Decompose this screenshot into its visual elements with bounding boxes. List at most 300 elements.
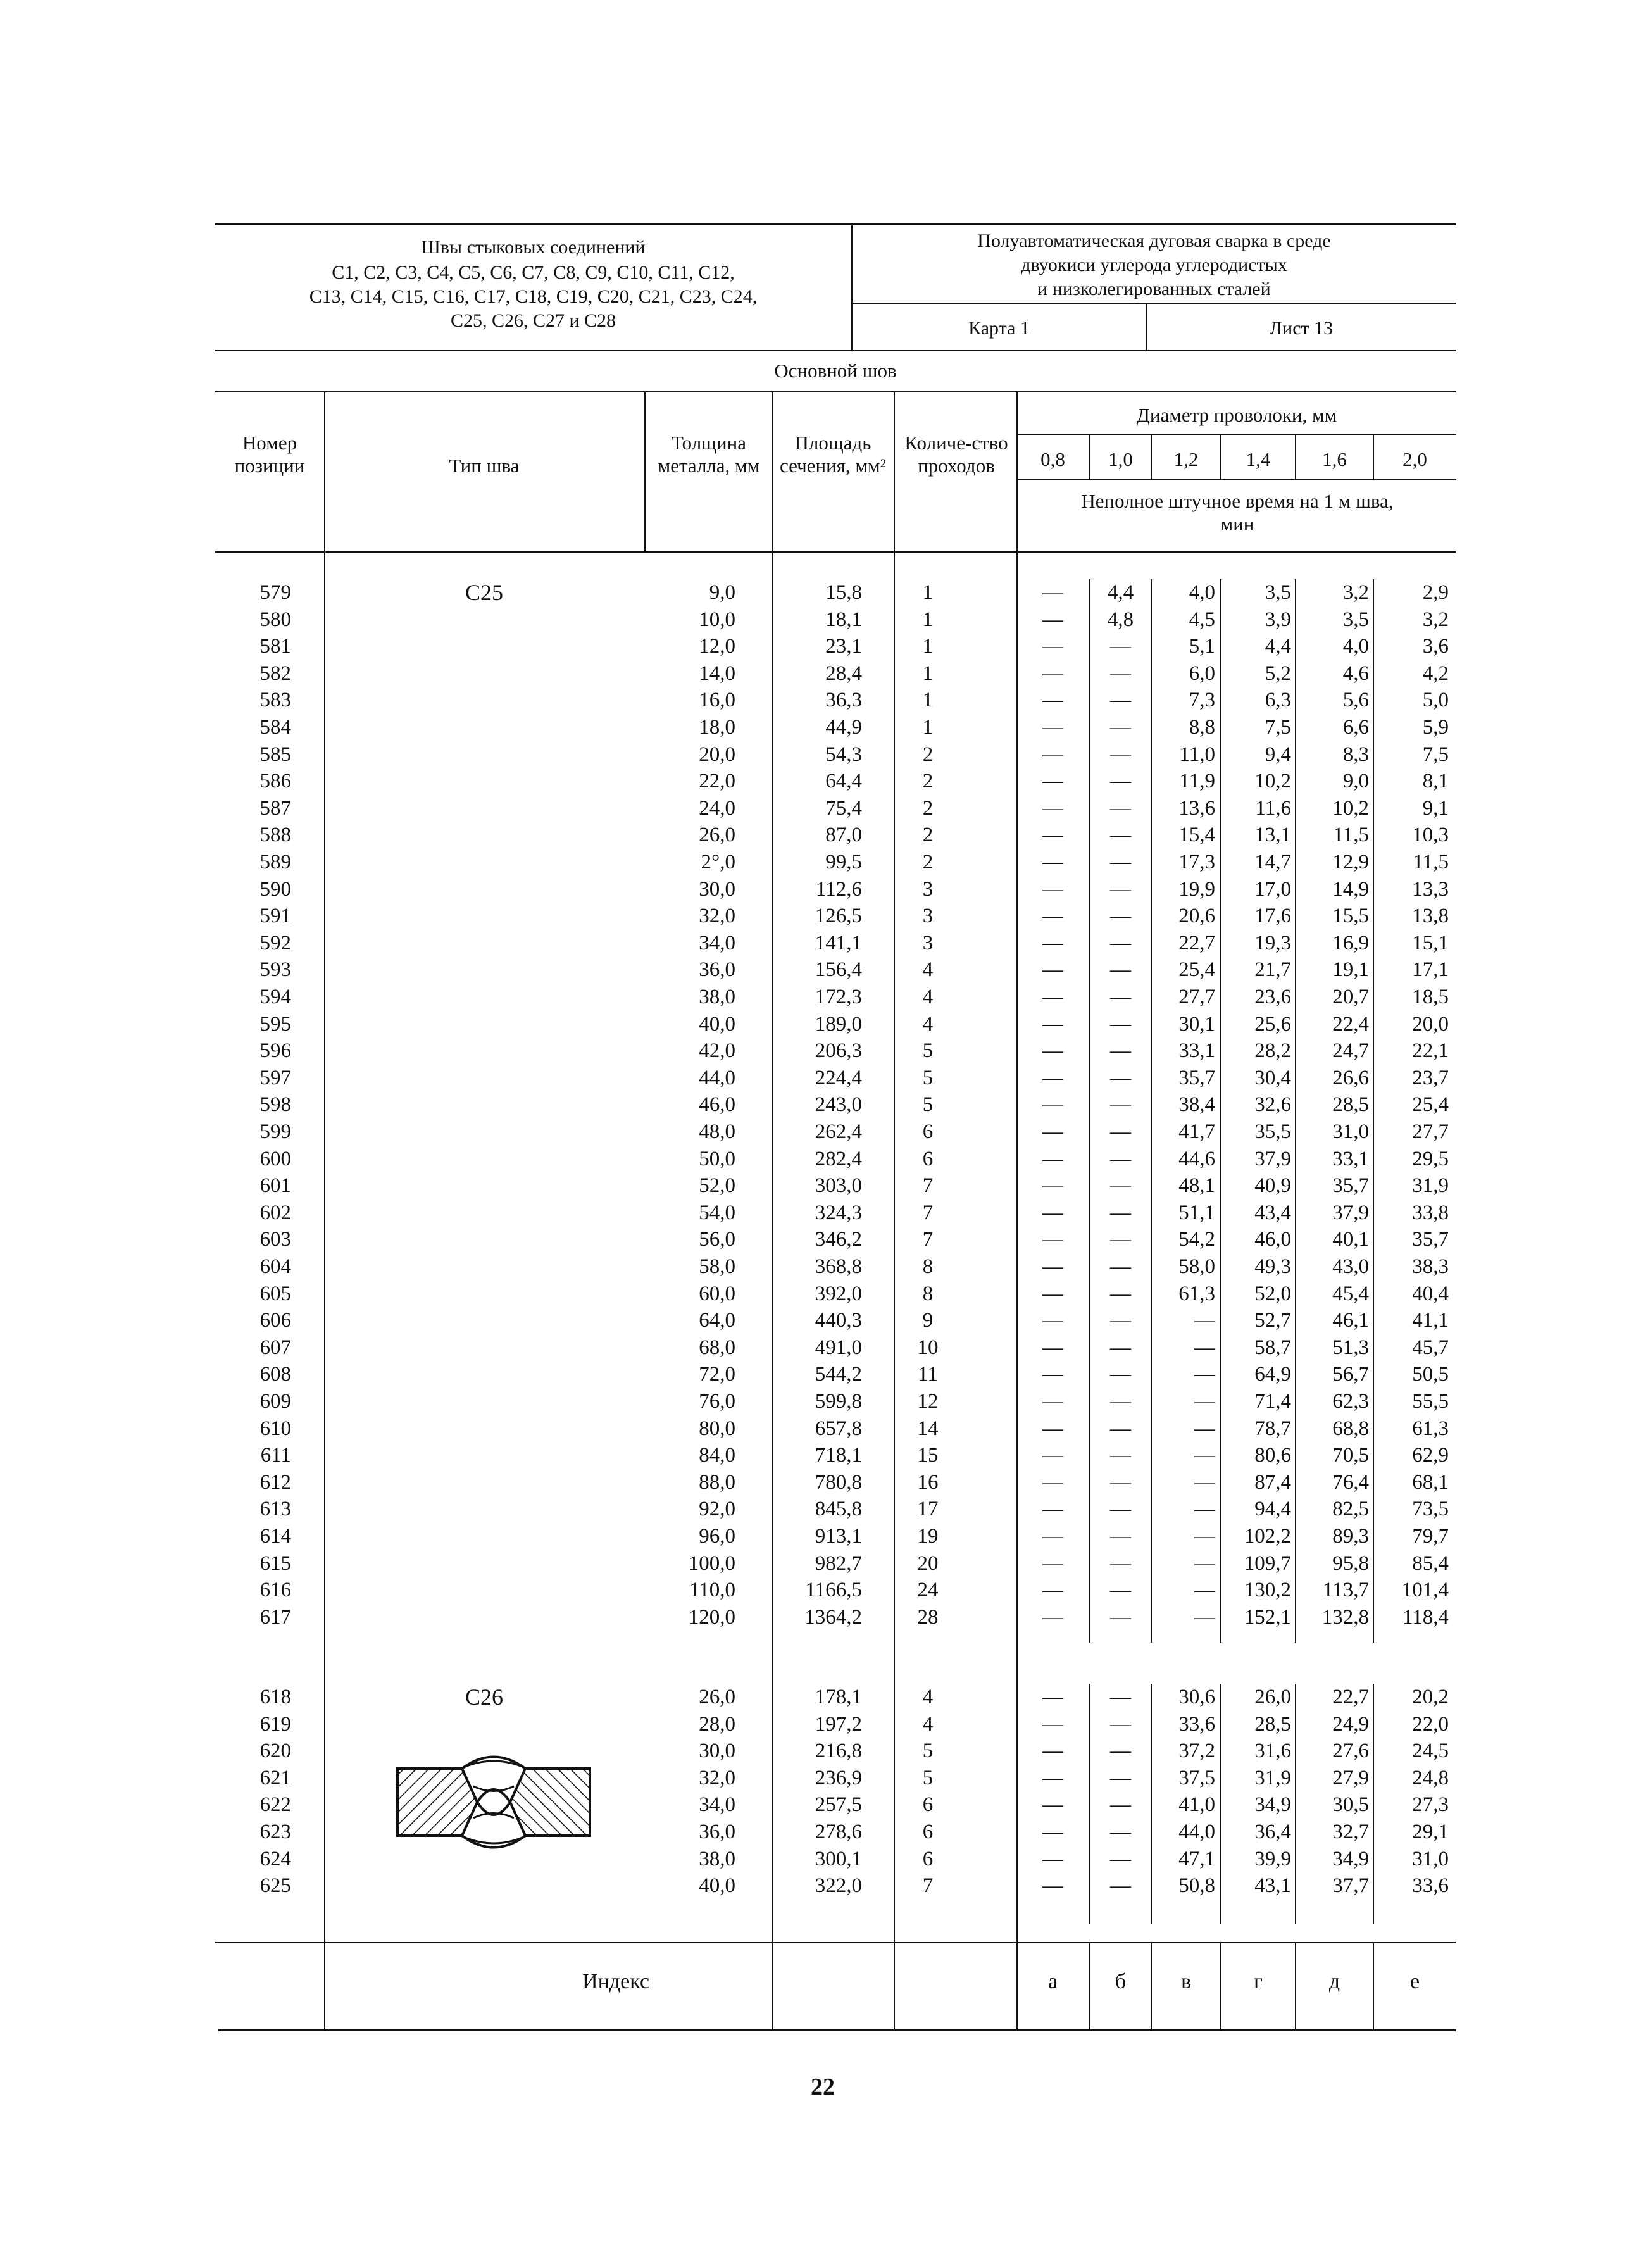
- cell-passes: 6: [922, 1793, 934, 1817]
- cell-area: 1166,5: [805, 1579, 862, 1602]
- index-e: е: [1409, 1970, 1420, 1993]
- cell-time-d12: 47,1: [1178, 1847, 1215, 1870]
- cell-time-d08: —: [1042, 905, 1063, 928]
- cell-position: 619: [259, 1712, 291, 1736]
- table-row: [0, 1738, 1643, 1765]
- cell-time-d08: —: [1042, 1686, 1063, 1708]
- table-row: [0, 1388, 1643, 1415]
- cell-time-d10: —: [1110, 635, 1131, 658]
- cell-position: 604: [259, 1255, 291, 1278]
- cell-time-d10: —: [1110, 1120, 1131, 1143]
- table-row: [0, 1361, 1643, 1388]
- cell-time-d20: 27,7: [1412, 1120, 1449, 1143]
- cell-time-d08: —: [1042, 1066, 1063, 1089]
- table-row: [0, 1523, 1643, 1550]
- cell-area: 657,8: [815, 1417, 862, 1440]
- cell-time-d08: —: [1042, 742, 1063, 766]
- cell-time-d20: 11,5: [1413, 851, 1449, 874]
- cell-passes: 12: [917, 1390, 939, 1413]
- cell-time-d16: 8,3: [1342, 742, 1369, 766]
- cell-time-d10: —: [1110, 1766, 1131, 1789]
- cell-position: 613: [259, 1498, 291, 1521]
- cell-time-d16: 22,7: [1332, 1686, 1369, 1708]
- cell-time-d12: 27,7: [1178, 986, 1215, 1008]
- method-rule: [851, 303, 1456, 304]
- cell-time-d12: 19,9: [1178, 877, 1215, 901]
- cell-time-d20: 18,5: [1412, 986, 1449, 1008]
- cell-passes: 4: [922, 1686, 934, 1708]
- cell-passes: 2: [922, 742, 934, 766]
- cell-time-d14: 26,0: [1254, 1686, 1291, 1708]
- cell-position: 594: [259, 986, 291, 1008]
- cell-time-d10: —: [1110, 1228, 1131, 1251]
- cell-passes: 6: [922, 1147, 934, 1170]
- cell-time-d16: 5,6: [1342, 689, 1369, 712]
- cell-passes: 9: [922, 1309, 934, 1332]
- cell-passes: 17: [917, 1498, 939, 1521]
- cell-time-d16: 37,7: [1332, 1874, 1369, 1898]
- cell-time-d20: 33,6: [1412, 1874, 1449, 1898]
- cell-time-d12: 41,0: [1178, 1793, 1215, 1817]
- cell-time-d12: 37,5: [1178, 1766, 1215, 1789]
- cell-time-d12: —: [1194, 1498, 1215, 1521]
- table-row: [0, 579, 1643, 606]
- cell-area: 300,1: [815, 1847, 862, 1870]
- section-rule: [215, 391, 1456, 392]
- cell-time-d16: 89,3: [1332, 1525, 1369, 1548]
- cell-thickness: 88,0: [699, 1470, 735, 1494]
- cell-time-d16: 24,7: [1332, 1039, 1369, 1063]
- cell-time-d08: —: [1042, 1120, 1063, 1143]
- cell-thickness: 36,0: [699, 1820, 735, 1843]
- cell-time-d10: —: [1110, 1093, 1131, 1117]
- cell-time-d12: 15,4: [1178, 824, 1215, 847]
- cell-time-d12: 11,9: [1179, 770, 1215, 793]
- cell-time-d12: 20,6: [1178, 905, 1215, 928]
- diameter-2-0: 2,0: [1402, 448, 1427, 470]
- cell-time-d08: —: [1042, 1579, 1063, 1602]
- cell-time-d14: 28,2: [1254, 1039, 1291, 1063]
- table-row: [0, 1550, 1643, 1577]
- cell-time-d10: —: [1110, 1066, 1131, 1089]
- cell-area: 216,8: [815, 1739, 862, 1763]
- table-row: [0, 795, 1643, 822]
- seam-type-c25: С25: [465, 580, 503, 605]
- cell-passes: 2: [922, 851, 934, 874]
- table-row: [0, 1791, 1643, 1819]
- cell-time-d16: 82,5: [1332, 1498, 1369, 1521]
- cell-position: 608: [259, 1363, 291, 1386]
- table-row: [0, 606, 1643, 634]
- cell-time-d20: 10,3: [1412, 824, 1449, 847]
- cell-time-d16: 95,8: [1332, 1551, 1369, 1575]
- cell-time-d20: 22,0: [1412, 1712, 1449, 1736]
- cell-passes: 3: [922, 877, 934, 901]
- cell-time-d14: 7,5: [1265, 716, 1291, 739]
- cell-thickness: 40,0: [699, 1012, 735, 1036]
- cell-thickness: 12,0: [699, 635, 735, 658]
- cell-time-d10: —: [1110, 1336, 1131, 1359]
- cell-time-d08: —: [1042, 1739, 1063, 1763]
- cell-time-d10: —: [1110, 1012, 1131, 1036]
- cell-time-d10: —: [1110, 1686, 1131, 1708]
- cell-area: 197,2: [815, 1712, 862, 1736]
- cell-time-d20: 2,9: [1422, 581, 1449, 604]
- cell-area: 599,8: [815, 1390, 862, 1413]
- cell-thickness: 18,0: [699, 716, 735, 739]
- cell-position: 601: [259, 1174, 291, 1198]
- cell-time-d14: 78,7: [1254, 1417, 1291, 1440]
- table-row: [0, 1819, 1643, 1846]
- cell-time-d08: —: [1042, 877, 1063, 901]
- cell-time-d10: —: [1110, 1309, 1131, 1332]
- cell-time-d16: 4,0: [1342, 635, 1369, 658]
- cell-time-d10: —: [1110, 1201, 1131, 1224]
- cell-time-d16: 9,0: [1342, 770, 1369, 793]
- cell-position: 625: [259, 1874, 291, 1898]
- cell-position: 579: [259, 581, 291, 604]
- cell-time-d12: —: [1194, 1417, 1215, 1440]
- cell-time-d12: 33,6: [1178, 1712, 1215, 1736]
- table-row: [0, 1146, 1643, 1173]
- cell-position: 588: [259, 824, 291, 847]
- cell-passes: 2: [922, 824, 934, 847]
- cell-passes: 4: [922, 1012, 934, 1036]
- cell-time-d08: —: [1042, 1793, 1063, 1817]
- table-row: [0, 768, 1643, 795]
- cell-time-d16: 3,2: [1342, 581, 1369, 604]
- cell-time-d08: —: [1042, 1766, 1063, 1789]
- cell-thickness: 38,0: [699, 986, 735, 1008]
- cell-time-d14: 94,4: [1254, 1498, 1291, 1521]
- index-a: а: [1047, 1970, 1058, 1993]
- cell-time-d08: —: [1042, 716, 1063, 739]
- cell-time-d16: 11,5: [1333, 824, 1369, 847]
- cell-passes: 24: [917, 1579, 939, 1602]
- seam-list-line-1: С1, С2, С3, С4, С5, С6, С7, С8, С9, С10, С11, С12,: [332, 262, 735, 283]
- cell-time-d16: 26,6: [1332, 1066, 1369, 1089]
- cell-area: 303,0: [815, 1174, 862, 1198]
- table-row: [0, 1469, 1643, 1496]
- table-row: [0, 1226, 1643, 1253]
- cell-time-d08: —: [1042, 1201, 1063, 1224]
- cell-time-d14: 49,3: [1254, 1255, 1291, 1278]
- cell-thickness: 110,0: [689, 1579, 735, 1602]
- cell-area: 236,9: [815, 1766, 862, 1789]
- cell-time-d14: 4,4: [1265, 635, 1291, 658]
- cell-thickness: 80,0: [699, 1417, 735, 1440]
- cell-time-d14: 64,9: [1254, 1363, 1291, 1386]
- col-line: [772, 391, 773, 553]
- cell-position: 595: [259, 1012, 291, 1036]
- seam-list-line-3: С25, С26, С27 и С28: [450, 310, 616, 331]
- cell-position: 587: [259, 796, 291, 820]
- sheet-number: Лист 13: [1269, 318, 1334, 339]
- cell-time-d14: 23,6: [1254, 986, 1291, 1008]
- table-row: [0, 822, 1643, 849]
- cell-thickness: 34,0: [699, 1793, 735, 1817]
- cell-time-d08: —: [1042, 1470, 1063, 1494]
- table-row: [0, 984, 1643, 1011]
- cell-time-d20: 79,7: [1412, 1525, 1449, 1548]
- cell-thickness: 24,0: [699, 796, 735, 820]
- table-row: [0, 1604, 1643, 1631]
- cell-time-d14: 52,0: [1254, 1282, 1291, 1305]
- cell-time-d08: —: [1042, 1444, 1063, 1467]
- cell-time-d14: 11,6: [1255, 796, 1291, 820]
- cell-time-d20: 22,1: [1412, 1039, 1449, 1063]
- cell-area: 178,1: [815, 1686, 862, 1708]
- cell-time-d16: 19,1: [1332, 958, 1369, 982]
- cell-passes: 1: [922, 716, 934, 739]
- cell-time-d20: 33,8: [1412, 1201, 1449, 1224]
- cell-position: 590: [259, 877, 291, 901]
- cell-time-d14: 40,9: [1254, 1174, 1291, 1198]
- cell-time-d10: —: [1110, 1417, 1131, 1440]
- cell-area: 23,1: [825, 635, 862, 658]
- cell-time-d14: 5,2: [1265, 661, 1291, 685]
- cell-area: 257,5: [815, 1793, 862, 1817]
- cell-time-d16: 132,8: [1321, 1605, 1369, 1629]
- cell-time-d08: —: [1042, 1039, 1063, 1063]
- diameter-1-6: 1,6: [1322, 448, 1347, 470]
- time-note: Неполное штучное время на 1 м шва, мин: [1081, 490, 1394, 535]
- cell-area: 75,4: [825, 796, 862, 820]
- table-row: [0, 1172, 1643, 1200]
- header-table-rule: [215, 551, 1456, 553]
- cell-time-d10: —: [1110, 958, 1131, 982]
- index-d: д: [1328, 1970, 1340, 1993]
- cell-time-d20: 23,7: [1412, 1066, 1449, 1089]
- cell-time-d16: 113,7: [1322, 1579, 1369, 1602]
- cell-time-d12: 4,0: [1189, 581, 1215, 604]
- diameter-0-8: 0,8: [1040, 448, 1065, 470]
- method-line-3: и низколегированных сталей: [1037, 279, 1271, 299]
- cell-area: 224,4: [815, 1066, 862, 1089]
- cell-time-d16: 34,9: [1332, 1847, 1369, 1870]
- cell-position: 614: [259, 1525, 291, 1548]
- cell-passes: 5: [922, 1039, 934, 1063]
- cell-time-d10: —: [1110, 1551, 1131, 1575]
- cell-time-d14: 9,4: [1265, 742, 1291, 766]
- cell-time-d14: 35,5: [1254, 1120, 1291, 1143]
- cell-time-d16: 14,9: [1332, 877, 1369, 901]
- cell-area: 544,2: [815, 1363, 862, 1386]
- cell-time-d14: 3,5: [1265, 581, 1291, 604]
- cell-time-d16: 22,4: [1332, 1012, 1369, 1036]
- cell-position: 599: [259, 1120, 291, 1143]
- cell-time-d20: 73,5: [1412, 1498, 1449, 1521]
- cell-passes: 4: [922, 1712, 934, 1736]
- cell-time-d14: 31,6: [1254, 1739, 1291, 1763]
- cell-area: 112,6: [815, 877, 862, 901]
- table-row: [0, 1872, 1643, 1900]
- index-g: г: [1254, 1970, 1263, 1993]
- cell-time-d12: —: [1194, 1470, 1215, 1494]
- cell-time-d14: 21,7: [1254, 958, 1291, 982]
- cell-time-d16: 24,9: [1332, 1712, 1369, 1736]
- cell-time-d12: 7,3: [1189, 689, 1215, 712]
- cell-time-d08: —: [1042, 931, 1063, 955]
- cell-passes: 10: [917, 1336, 939, 1359]
- cell-time-d12: 13,6: [1178, 796, 1215, 820]
- cell-position: 597: [259, 1066, 291, 1089]
- cell-area: 718,1: [815, 1444, 862, 1467]
- col-thickness: Толщина металла, мм: [658, 432, 760, 477]
- cell-thickness: 46,0: [699, 1093, 735, 1117]
- cell-time-d12: 38,4: [1178, 1093, 1215, 1117]
- cell-passes: 4: [922, 986, 934, 1008]
- cell-time-d16: 3,5: [1342, 608, 1369, 631]
- table-row: [0, 1711, 1643, 1738]
- cell-time-d08: —: [1042, 689, 1063, 712]
- cell-area: 206,3: [815, 1039, 862, 1063]
- cell-time-d20: 101,4: [1401, 1579, 1449, 1602]
- cell-time-d12: —: [1194, 1336, 1215, 1359]
- index-v: в: [1180, 1970, 1192, 1993]
- cell-position: 602: [259, 1201, 291, 1224]
- cell-area: 126,5: [815, 905, 862, 928]
- cell-area: 141,1: [815, 931, 862, 955]
- cell-time-d16: 35,7: [1332, 1174, 1369, 1198]
- cell-time-d08: —: [1042, 1874, 1063, 1898]
- cell-thickness: 30,0: [699, 877, 735, 901]
- cell-time-d16: 31,0: [1332, 1120, 1369, 1143]
- cell-passes: 14: [917, 1417, 939, 1440]
- cell-position: 593: [259, 958, 291, 982]
- cell-time-d20: 24,5: [1412, 1739, 1449, 1763]
- section-title: Основной шов: [774, 360, 897, 382]
- cell-area: 99,5: [825, 851, 862, 874]
- table-row: [0, 1846, 1643, 1873]
- cell-thickness: 72,0: [699, 1363, 735, 1386]
- table-row: [0, 1037, 1643, 1065]
- cell-area: 278,6: [815, 1820, 862, 1843]
- cell-thickness: 26,0: [699, 824, 735, 847]
- cell-thickness: 54,0: [699, 1201, 735, 1224]
- cell-time-d12: 41,7: [1178, 1120, 1215, 1143]
- cell-thickness: 20,0: [699, 742, 735, 766]
- cell-time-d12: 50,8: [1178, 1874, 1215, 1898]
- cell-position: 606: [259, 1309, 291, 1332]
- cell-time-d14: 30,4: [1254, 1066, 1291, 1089]
- cell-time-d10: —: [1110, 1739, 1131, 1763]
- cell-time-d14: 6,3: [1265, 689, 1291, 712]
- cell-position: 624: [259, 1847, 291, 1870]
- cell-thickness: 40,0: [699, 1874, 735, 1898]
- cell-time-d12: —: [1194, 1605, 1215, 1629]
- cell-time-d10: —: [1110, 1605, 1131, 1629]
- cell-passes: 19: [917, 1525, 939, 1548]
- cell-time-d16: 12,9: [1332, 851, 1369, 874]
- cell-time-d16: 68,8: [1332, 1417, 1369, 1440]
- cell-time-d10: 4,4: [1107, 581, 1134, 604]
- cell-passes: 20: [917, 1551, 939, 1575]
- cell-time-d14: 28,5: [1254, 1712, 1291, 1736]
- cell-time-d16: 45,4: [1332, 1282, 1369, 1305]
- card-number: Карта 1: [968, 318, 1030, 339]
- cell-time-d12: 6,0: [1189, 661, 1215, 685]
- cell-position: 618: [259, 1686, 291, 1708]
- cell-passes: 1: [922, 635, 934, 658]
- cell-passes: 6: [922, 1847, 934, 1870]
- cell-time-d10: 4,8: [1107, 608, 1134, 631]
- method-line-1: Полуавтоматическая дуговая сварка в среде: [977, 230, 1331, 251]
- table-row: [0, 687, 1643, 714]
- cell-position: 596: [259, 1039, 291, 1063]
- cell-thickness: 48,0: [699, 1120, 735, 1143]
- cell-time-d12: —: [1194, 1309, 1215, 1332]
- cell-time-d16: 10,2: [1332, 796, 1369, 820]
- cell-passes: 11: [918, 1363, 938, 1386]
- cell-position: 623: [259, 1820, 291, 1843]
- index-b: б: [1115, 1970, 1127, 1993]
- cell-time-d08: —: [1042, 1012, 1063, 1036]
- cell-position: 580: [259, 608, 291, 631]
- cell-time-d16: 70,5: [1332, 1444, 1369, 1467]
- cell-time-d20: 25,4: [1412, 1093, 1449, 1117]
- seam-type-c26: С26: [465, 1684, 503, 1710]
- cell-time-d12: 48,1: [1178, 1174, 1215, 1198]
- cell-time-d14: 31,9: [1254, 1766, 1291, 1789]
- cell-time-d16: 4,6: [1342, 661, 1369, 685]
- cell-position: 600: [259, 1147, 291, 1170]
- table-row: [0, 903, 1643, 930]
- table-row: [0, 1442, 1643, 1469]
- cell-time-d20: 31,9: [1412, 1174, 1449, 1198]
- cell-time-d12: 5,1: [1189, 635, 1215, 658]
- cell-thickness: 32,0: [699, 905, 735, 928]
- table-row: [0, 1118, 1643, 1146]
- cell-time-d10: —: [1110, 986, 1131, 1008]
- cell-time-d08: —: [1042, 1712, 1063, 1736]
- cell-position: 612: [259, 1470, 291, 1494]
- cell-area: 262,4: [815, 1120, 862, 1143]
- cell-time-d10: —: [1110, 905, 1131, 928]
- cell-time-d20: 27,3: [1412, 1793, 1449, 1817]
- cell-position: 598: [259, 1093, 291, 1117]
- cell-time-d08: —: [1042, 1525, 1063, 1548]
- cell-time-d14: 14,7: [1254, 851, 1291, 874]
- table-row: [0, 1307, 1643, 1334]
- cell-time-d20: 20,2: [1412, 1686, 1449, 1708]
- cell-time-d10: —: [1110, 1147, 1131, 1170]
- cell-position: 605: [259, 1282, 291, 1305]
- table-row: [0, 633, 1643, 660]
- table-row: [0, 1334, 1643, 1362]
- cell-thickness: 26,0: [699, 1686, 735, 1708]
- cell-time-d12: 44,0: [1178, 1820, 1215, 1843]
- cell-passes: 7: [922, 1174, 934, 1198]
- cell-thickness: 76,0: [699, 1390, 735, 1413]
- cell-time-d08: —: [1042, 1390, 1063, 1413]
- cell-time-d10: —: [1110, 742, 1131, 766]
- cell-time-d16: 56,7: [1332, 1363, 1369, 1386]
- cell-time-d12: 61,3: [1178, 1282, 1215, 1305]
- cell-position: 607: [259, 1336, 291, 1359]
- cell-time-d08: —: [1042, 796, 1063, 820]
- cell-time-d16: 15,5: [1332, 905, 1369, 928]
- col-area: Площадь сечения, мм²: [780, 432, 886, 477]
- cell-position: 622: [259, 1793, 291, 1817]
- cell-time-d10: —: [1110, 661, 1131, 685]
- table-row: [0, 1011, 1643, 1038]
- page-number: 22: [811, 2074, 835, 2100]
- cell-time-d08: —: [1042, 1551, 1063, 1575]
- cell-time-d12: 44,6: [1178, 1147, 1215, 1170]
- cell-area: 322,0: [815, 1874, 862, 1898]
- cell-time-d08: —: [1042, 986, 1063, 1008]
